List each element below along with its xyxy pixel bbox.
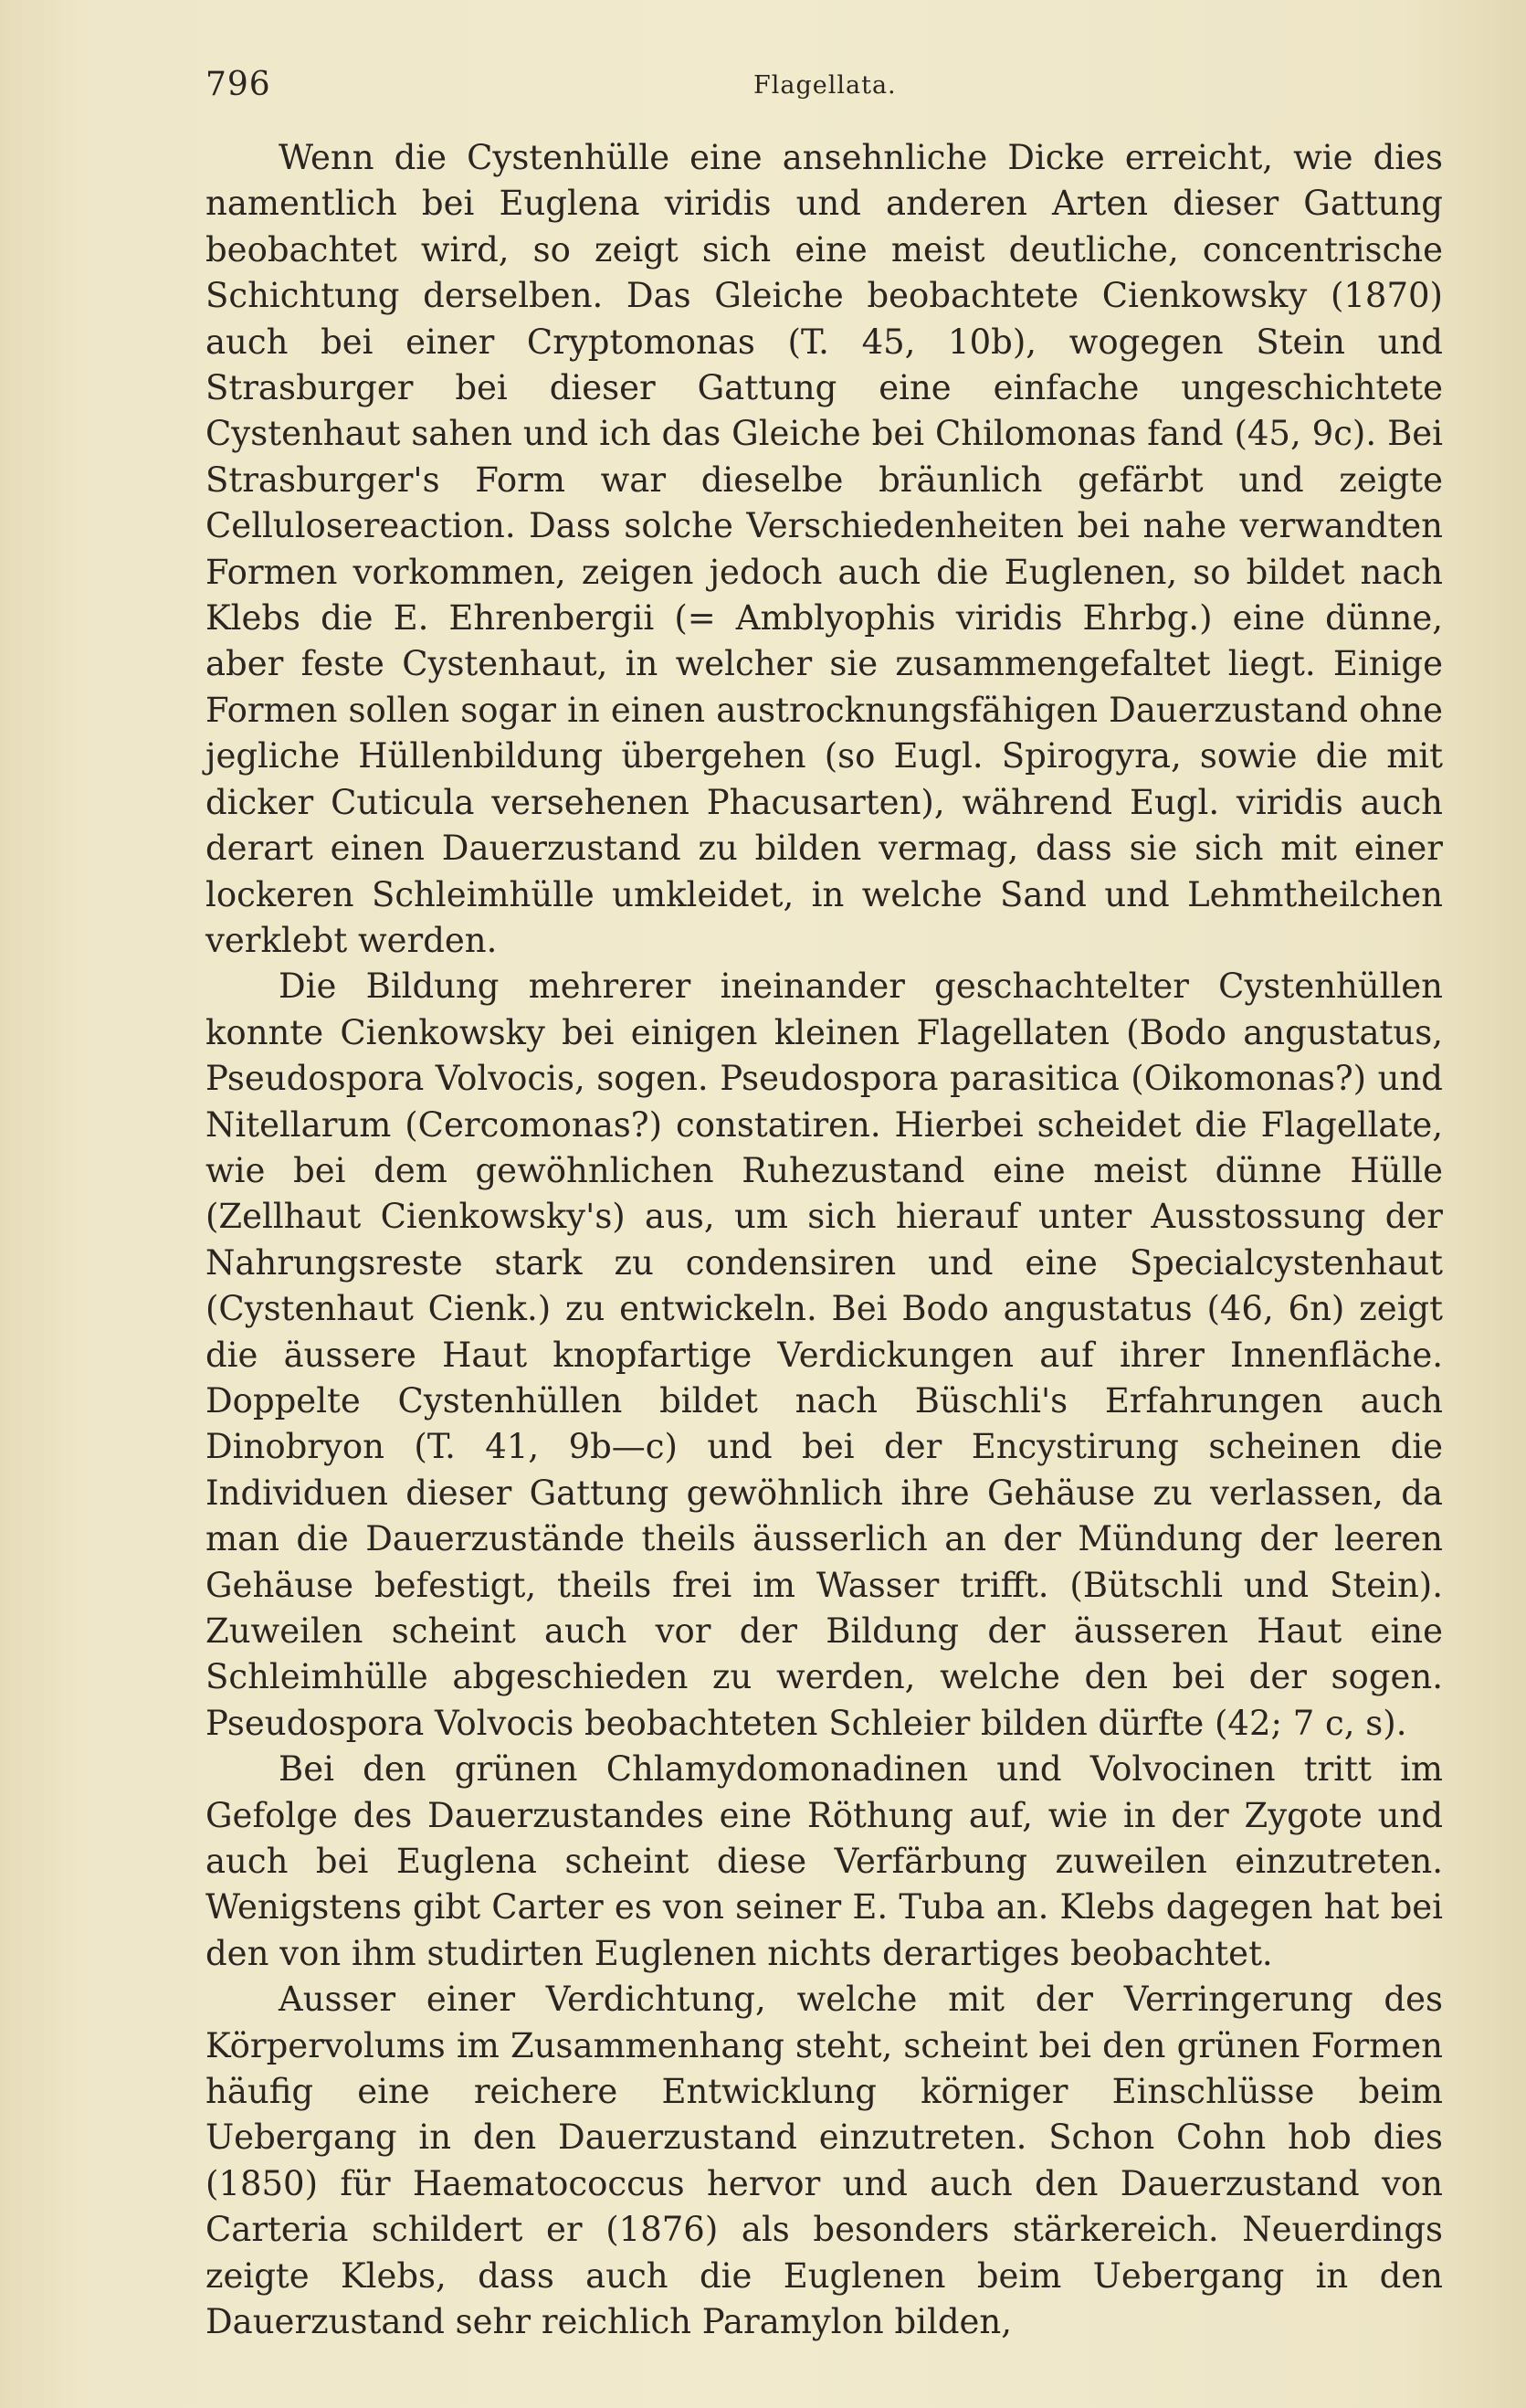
- paragraph-nested-cysts: Die Bildung mehrerer ineinander geschachtelter Cystenhüllen konnte Cienkowsky bei einigen kleinen Flagellaten (Bodo angustatus, Pseudospora Volvocis, sogen. Pseudospora parasitica (Oikomonas?) und Nitellarum (Cercomonas?) constatiren. Hierbei scheidet die Flagellate, wie bei dem gewöhnlichen Ruhezustand eine meist dünne Hülle (Zellhaut Cienkowsky's) aus, um sich hierauf unter Ausstossung der Nahrungsreste stark zu condensiren und eine Specialcystenhaut (Cystenhaut Cienk.) zu entwickeln. Bei Bodo angustatus (46, 6n) zeigt die äussere Haut knopfartige Verdickungen auf ihrer Innenfläche. Doppelte Cystenhüllen bildet nach Büschli's Erfahrungen auch Dinobryon (T. 41, 9b—c) und bei der Encystirung scheinen die Individuen dieser Gattung gewöhnlich ihre Gehäuse zu verlassen, da man die Dauerzustände theils äusserlich an der Mündung der leeren Gehäuse befestigt, theils frei im Wasser trifft. (Bütschli und Stein). Zuweilen scheint auch vor der Bildung der äusseren Haut eine Schleimhülle abgeschieden zu werden, welche den bei der sogen. Pseudospora Volvocis beobachteten Schleier bilden dürfte (42; 7 c, s).: [205, 966, 1443, 1743]
- body-text: [205, 135, 1443, 2346]
- page-number: 796: [205, 66, 271, 103]
- running-title: Flagellata.: [753, 71, 897, 100]
- paragraph-cyst-layers: Wenn die Cystenhülle eine ansehnliche Dicke erreicht, wie dies namentlich bei Euglena viridis und anderen Arten dieser Gattung beobachtet wird, so zeigt sich eine meist deutliche, concentrische Schichtung derselben. Das Gleiche beobachtete Cienkowsky (1870) auch bei einer Cryptomonas (T. 45, 10b), wogegen Stein und Strasburger bei dieser Gattung eine einfache ungeschichtete Cystenhaut sahen und ich das Gleiche bei Chilomonas fand (45, 9c). Bei Strasburger's Form war dieselbe bräunlich gefärbt und zeigte Cellulosereaction. Dass solche Verschiedenheiten bei nahe verwandten Formen vorkommen, zeigen jedoch auch die Euglenen, so bildet nach Klebs die E. Ehrenbergii (= Amblyophis viridis Ehrbg.) eine dünne, aber feste Cystenhaut, in welcher sie zusammengefaltet liegt. Einige Formen sollen sogar in einen austrocknungsfähigen Dauerzustand ohne jegliche Hüllenbildung übergehen (so Eugl. Spirogyra, sowie die mit dicker Cuticula versehenen Phacusarten), während Eugl. viridis auch derart einen Dauerzustand zu bilden vermag, dass sie sich mit einer lockeren Schleimhülle umkleidet, in welche Sand und Lehmtheilchen verklebt werden.: [205, 138, 1443, 960]
- running-head: [205, 66, 1443, 121]
- paragraph-reddening: Bei den grünen Chlamydomonadinen und Volvocinen tritt im Gefolge des Dauerzustandes eine Röthung auf, wie in der Zygote und auch bei Euglena scheint diese Verfärbung zuweilen einzutreten. Wenigstens gibt Carter es von seiner E. Tuba an. Klebs dagegen hat bei den von ihm studirten Euglenen nichts derartiges beobachtet.: [205, 1749, 1443, 1973]
- paragraph-granular-inclusions: Ausser einer Verdichtung, welche mit der Verringerung des Körpervolums im Zusammenhang steht, scheint bei den grünen Formen häufig eine reichere Entwicklung körniger Einschlüsse beim Uebergang in den Dauerzustand einzutreten. Schon Cohn hob dies (1850) für Haematococcus hervor und auch den Dauerzustand von Carteria schildert er (1876) als besonders stärkereich. Neuerdings zeigte Klebs, dass auch die Euglenen beim Uebergang in den Dauerzustand sehr reichlich Paramylon bilden,: [205, 1980, 1443, 2342]
